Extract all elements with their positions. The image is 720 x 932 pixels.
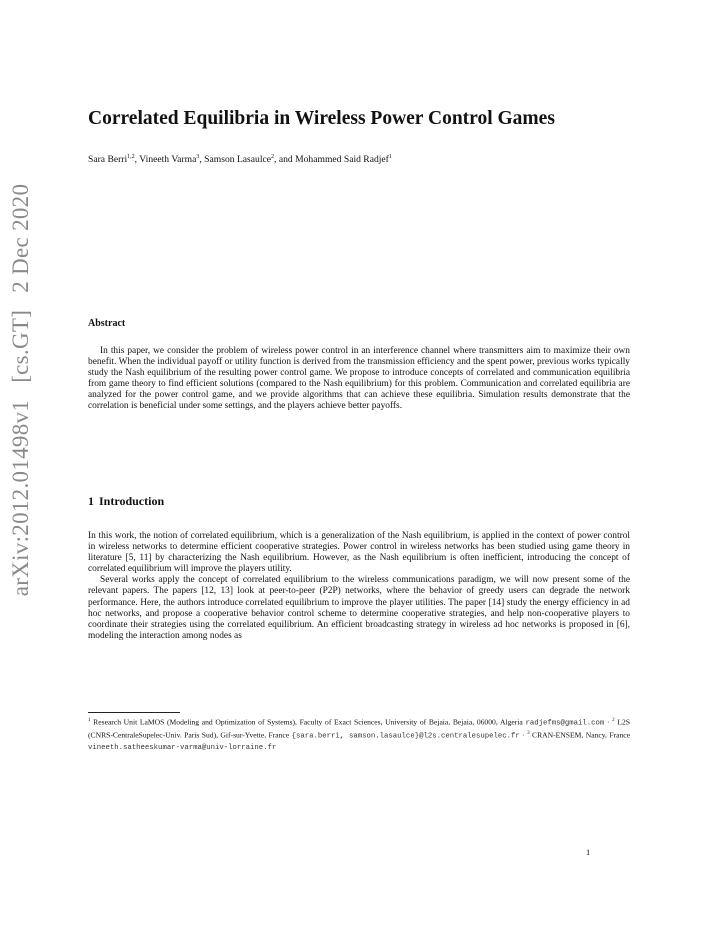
arxiv-date: 2 Dec 2020 bbox=[8, 183, 33, 293]
author-name: Samson Lasaulce bbox=[204, 154, 272, 166]
page-number: 1 bbox=[586, 848, 591, 857]
body-paragraph: Several works apply the concept of correlated equilibrium to the wireless communications paradigm, we will now present some of the relevant papers. The papers [12, 13] look at peer-to-peer (P2P) networks, where the behavior of greedy users can degrade the network performance. Here, the authors introduce correlated equilibrium to improve the player utilities. The paper [14] study the energy efficiency in ad hoc networks, and propose a cooperative behavior control scheme to determine cooperative strategies, and help non-cooperative players to coordinate their strategies using the correlated equilibrium. An efficient broadcasting strategy in wireless ad hoc networks is proposed in [6], modeling the interaction among nodes as bbox=[88, 575, 630, 641]
footnote-mark: 1 bbox=[88, 718, 91, 723]
author-list bbox=[88, 154, 648, 165]
footnote-mark: 3 bbox=[527, 731, 530, 737]
author-separator: , and bbox=[274, 154, 296, 166]
affiliation-text: L2S (CNRS-CentraleSupelec-Univ. Paris Sud), Gif-sur-Yvette, France bbox=[88, 717, 630, 740]
author-name: Mohammed Said Radjef bbox=[295, 154, 389, 166]
affiliation-text: Research Unit LaMOS (Modeling and Optimization of Systems), Faculty of Exact Sciences, University of Bejaia, Bejaia, 06000, Algeria bbox=[90, 717, 526, 727]
author-name: Sara Berri bbox=[88, 154, 128, 166]
section-number: 1 bbox=[88, 494, 94, 508]
author-name: Vineeth Varma bbox=[139, 154, 197, 166]
footnote-rule bbox=[88, 712, 180, 713]
paper-title: Correlated Equilibria in Wireless Power Control Games bbox=[88, 108, 555, 129]
footnote-separator: · bbox=[604, 717, 613, 727]
author-affiliation: 1 bbox=[388, 154, 392, 160]
author-separator: , bbox=[134, 154, 140, 166]
email-address: {sara.berri, samson.lasaulce}@l2s.centralesupelec.fr bbox=[291, 732, 520, 741]
section-heading bbox=[88, 494, 164, 509]
section-title: Introduction bbox=[99, 494, 165, 508]
author-affiliation: 1,2 bbox=[127, 154, 135, 160]
footnote-separator: · bbox=[519, 730, 528, 740]
affiliations-footnote bbox=[88, 716, 630, 754]
author-separator: , bbox=[199, 154, 205, 166]
abstract-heading: Abstract bbox=[88, 318, 126, 329]
arxiv-identifier bbox=[8, 184, 34, 597]
email-address: radjefms@gmail.com bbox=[525, 719, 605, 728]
section-body bbox=[88, 531, 630, 642]
author-affiliation: 2 bbox=[271, 154, 275, 160]
author-affiliation: 3 bbox=[196, 154, 200, 160]
email-address: vineeth.satheeskumar-varma@univ-lorraine.fr bbox=[88, 744, 277, 753]
arxiv-id-number: arXiv:2012.01498v1 bbox=[8, 399, 33, 597]
body-paragraph: In this work, the notion of correlated equilibrium, which is a generalization of the Nash equilibrium, is applied in the context of power control in wireless networks to determine efficient cooperative strategies. Power control in wireless networks has been studied using game theory in literature [5, 11] by characterizing the Nash equilibrium. However, as the Nash equilibrium is often inefficient, introducing the concept of correlated equilibrium will improve the players utility. bbox=[88, 531, 630, 575]
footnote-mark: 2 bbox=[612, 718, 615, 723]
affiliation-text: CRAN-ENSEM, Nancy, France bbox=[529, 730, 630, 740]
arxiv-category: [cs.GT] bbox=[8, 309, 33, 383]
abstract-text: In this paper, we consider the problem of wireless power control in an interference channel where transmitters aim to maximize their own benefit. When the individual payoff or utility function is derived from the transmission efficiency and the spent power, previous works typically study the Nash equilibrium of the resulting power control game. We propose to introduce concepts of correlated and communication equilibria from game theory to find efficient solutions (compared to the Nash equilibrium) for this problem. Communication and correlated equilibria are analyzed for the power control game, and we provide algorithms that can achieve these equilibria. Simulation results demonstrate that the correlation is beneficial under some settings, and the players achieve better payoffs. bbox=[88, 346, 630, 412]
